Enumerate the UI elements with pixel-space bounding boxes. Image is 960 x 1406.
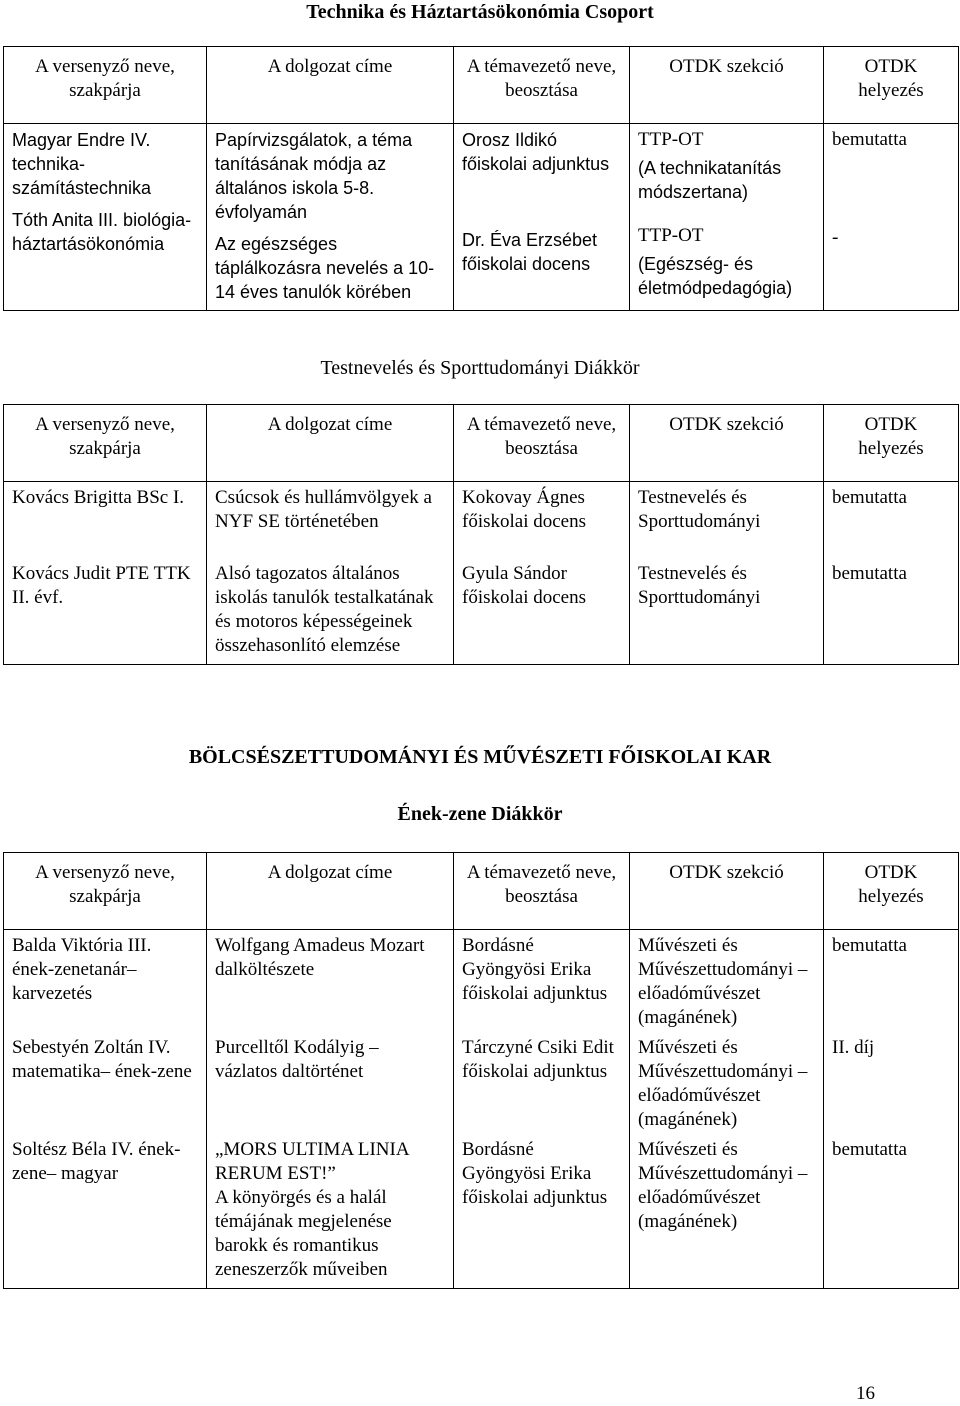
table-row	[4, 124, 959, 311]
header-szekcio: OTDK szekció	[630, 853, 824, 930]
table-header-row	[4, 853, 959, 930]
table-row	[4, 930, 959, 1289]
faculty-title: BÖLCSÉSZETTUDOMÁNYI ÉS MŰVÉSZETI FŐISKOLAI KAR	[188, 746, 772, 768]
header-temavezeto: A témavezető neve, beosztása	[454, 405, 630, 482]
cell-dolgozat: Wolfgang Amadeus Mozart dalköltészete Purcelltől Kodályig – vázlatos daltörténet „MORS ULTIMA LINIA RERUM EST!” A könyörgés és a halál témájának megjelenése barokk és romantikus zeneszerzők műveiben	[207, 930, 454, 1289]
header-dolgozat: A dolgozat címe	[207, 405, 454, 482]
cell-szekcio: TTP-OT (A technikatanítás módszertana) TTP-OT (Egészség- és életmódpedagógia)	[630, 124, 824, 311]
header-helyezes: OTDK helyezés	[824, 47, 959, 124]
cell-versenyzo: Kovács Brigitta BSc I. Kovács Judit PTE TTK II. évf.	[4, 482, 207, 665]
cell-szekcio: Testnevelés és Sporttudományi Testnevelés és Sporttudományi	[630, 482, 824, 665]
cell-helyezes: bemutatta bemutatta	[824, 482, 959, 665]
page-number: 16	[856, 1383, 875, 1404]
header-szekcio: OTDK szekció	[630, 405, 824, 482]
mors-ultima-title: „MORS ULTIMA LINIA RERUM EST!”	[215, 1139, 409, 1184]
szekcio-code: TTP-OT	[638, 225, 704, 246]
header-temavezeto: A témavezető neve, beosztása	[454, 853, 630, 930]
cell-temavezeto: Orosz Ildikó főiskolai adjunktus Dr. Éva Erzsébet főiskolai docens	[454, 124, 630, 311]
header-versenyzo: A versenyző neve, szakpárja	[4, 405, 207, 482]
szekcio-code: TTP-OT	[638, 129, 704, 150]
header-dolgozat: A dolgozat címe	[207, 853, 454, 930]
cell-dolgozat: Papírvizsgálatok, a téma tanításának módja az általános iskola 5-8. évfolyamán Az egészséges táplálkozásra nevelés a 10-14 éves tanulók körében	[207, 124, 454, 311]
header-helyezes: OTDK helyezés	[824, 853, 959, 930]
table-row	[4, 482, 959, 665]
header-temavezeto: A témavezető neve, beosztása	[454, 47, 630, 124]
table-technika	[3, 46, 959, 311]
cell-szekcio: Művészeti és Művészettudományi – előadóművészet (magánének) Művészeti és Művészettudományi – előadóművészet (magánének) Művészeti és Művészettudományi – előadóművészet (magánének)	[630, 930, 824, 1289]
header-versenyzo: A versenyző neve, szakpárja	[4, 47, 207, 124]
cell-dolgozat: Csúcsok és hullámvölgyek a NYF SE történetében Alsó tagozatos általános iskolás tanulók testalkatának és motoros képességeinek összehasonlító elemzése	[207, 482, 454, 665]
header-versenyzo: A versenyző neve, szakpárja	[4, 853, 207, 930]
table-testneveles	[3, 404, 959, 665]
cell-temavezeto: Bordásné Gyöngyösi Erika főiskolai adjunktus Tárczyné Csiki Edit főiskolai adjunktus Bordásné Gyöngyösi Erika főiskolai adjunktus	[454, 930, 630, 1289]
section-title-technika: Technika és Háztartásökonómia Csoport	[306, 1, 654, 23]
section-title-testneveles: Testnevelés és Sporttudományi Diákkör	[320, 357, 640, 379]
cell-versenyzo: Balda Viktória III. ének-zenetanár– karvezetés Sebestyén Zoltán IV. matematika– ének-zene Soltész Béla IV. ének-zene– magyar	[4, 930, 207, 1289]
table-enekzene	[3, 852, 959, 1289]
cell-helyezes: bemutatta -	[824, 124, 959, 311]
header-helyezes: OTDK helyezés	[824, 405, 959, 482]
header-szekcio: OTDK szekció	[630, 47, 824, 124]
cell-helyezes: bemutatta II. díj bemutatta	[824, 930, 959, 1289]
cell-versenyzo: Magyar Endre IV. technika-számítástechnika Tóth Anita III. biológia-háztartásökonómia	[4, 124, 207, 311]
cell-temavezeto: Kokovay Ágnes főiskolai docens Gyula Sándor főiskolai docens	[454, 482, 630, 665]
header-dolgozat: A dolgozat címe	[207, 47, 454, 124]
table-header-row	[4, 47, 959, 124]
table-header-row	[4, 405, 959, 482]
section-title-enekzene: Ének-zene Diákkör	[397, 803, 563, 825]
